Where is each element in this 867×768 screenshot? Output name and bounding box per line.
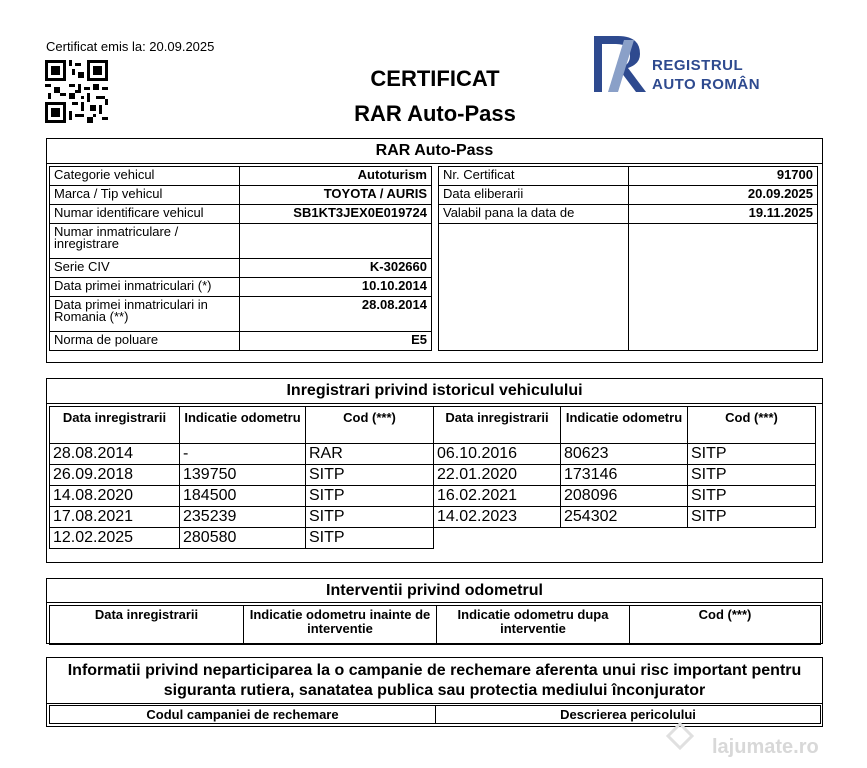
column-header: Indicatie odometru dupa interventie (437, 606, 630, 645)
value: 10.10.2014 (240, 278, 432, 297)
value: E5 (240, 332, 432, 351)
empty-cell (561, 528, 688, 549)
cell: 14.08.2020 (50, 486, 180, 507)
label: Data eliberarii (439, 186, 629, 205)
column-header: Cod (***) (306, 407, 434, 444)
value: SB1KT3JEX0E019724 (240, 205, 432, 224)
table-row (50, 465, 816, 486)
cell: 22.01.2020 (434, 465, 561, 486)
label: Numar inmatriculare / inregistrare (50, 224, 240, 259)
odometer-interventions-section (46, 578, 823, 644)
value: K-302660 (240, 259, 432, 278)
column-header: Indicatie odometru (561, 407, 688, 444)
value: 28.08.2014 (240, 297, 432, 332)
column-header: Data inregistrarii (50, 407, 180, 444)
history-table (49, 406, 816, 549)
column-header: Cod (***) (630, 606, 821, 645)
table-row (50, 486, 816, 507)
vehicle-table (49, 166, 432, 351)
cell: 235239 (180, 507, 306, 528)
label: Data primei inmatriculari in Romania (**) (50, 297, 240, 332)
cell: RAR (306, 444, 434, 465)
column-header: Data inregistrarii (434, 407, 561, 444)
cell: SITP (688, 486, 816, 507)
value (240, 224, 432, 259)
value: 91700 (629, 167, 818, 186)
empty-cell (439, 224, 629, 351)
cell: SITP (306, 486, 434, 507)
logo-line2: AUTO ROMÂN (652, 76, 761, 93)
cell: 139750 (180, 465, 306, 486)
label: Nr. Certificat (439, 167, 629, 186)
value: TOYOTA / AURIS (240, 186, 432, 205)
cell: 14.02.2023 (434, 507, 561, 528)
cell: 80623 (561, 444, 688, 465)
value: 19.11.2025 (629, 205, 818, 224)
vehicle-info-section (46, 138, 823, 363)
empty-cell (688, 528, 816, 549)
cell: - (180, 444, 306, 465)
table-row (50, 507, 816, 528)
logo-line1: REGISTRUL (652, 57, 744, 74)
recall-campaign-section (46, 657, 823, 727)
label: Marca / Tip vehicul (50, 186, 240, 205)
certificate-subtitle: RAR Auto-Pass (354, 101, 516, 126)
cell: 26.09.2018 (50, 465, 180, 486)
column-header: Cod (***) (688, 407, 816, 444)
cell: 16.02.2021 (434, 486, 561, 507)
cell: 06.10.2016 (434, 444, 561, 465)
label: Categorie vehicul (50, 167, 240, 186)
label: Serie CIV (50, 259, 240, 278)
history-section (46, 378, 823, 563)
table-row (50, 444, 816, 465)
watermark-icon (662, 720, 706, 752)
rar-logo-text (652, 56, 760, 94)
label: Valabil pana la data de (439, 205, 629, 224)
cell: SITP (306, 507, 434, 528)
column-header: Indicatie odometru inainte de interventie (244, 606, 437, 645)
cell: 208096 (561, 486, 688, 507)
column-header: Descrierea pericolului (436, 706, 821, 724)
column-header: Data inregistrarii (50, 606, 244, 645)
cell: SITP (306, 465, 434, 486)
section-title: Informatii privind neparticiparea la o campanie de rechemare aferenta unui risc important pentru siguranta rutiera, sanatatea publica sau protectia mediului înconjurator (47, 658, 822, 704)
certificate-title: CERTIFICAT (370, 66, 500, 91)
section-title: RAR Auto-Pass (47, 139, 822, 164)
cell: 173146 (561, 465, 688, 486)
cell: 184500 (180, 486, 306, 507)
value: 20.09.2025 (629, 186, 818, 205)
column-header: Codul campaniei de rechemare (50, 706, 436, 724)
value: Autoturism (240, 167, 432, 186)
cell: 254302 (561, 507, 688, 528)
label: Data primei inmatriculari (*) (50, 278, 240, 297)
qr-code-icon (45, 60, 108, 123)
cell: SITP (688, 444, 816, 465)
label: Norma de poluare (50, 332, 240, 351)
label: Numar identificare vehicul (50, 205, 240, 224)
empty-cell (434, 528, 561, 549)
cell: 28.08.2014 (50, 444, 180, 465)
certificate-table (438, 166, 818, 351)
watermark: lajumate.ro (712, 736, 819, 758)
section-title: Inregistrari privind istoricul vehiculului (47, 379, 822, 404)
column-header: Indicatie odometru (180, 407, 306, 444)
section-title: Interventii privind odometrul (47, 579, 822, 603)
table-row (50, 528, 816, 549)
cell: 280580 (180, 528, 306, 549)
empty-cell (629, 224, 818, 351)
cell: SITP (688, 507, 816, 528)
cell: 12.02.2025 (50, 528, 180, 549)
cell: SITP (688, 465, 816, 486)
cell: SITP (306, 528, 434, 549)
interventions-table (49, 605, 821, 645)
issue-date: Certificat emis la: 20.09.2025 (46, 39, 215, 54)
cell: 17.08.2021 (50, 507, 180, 528)
